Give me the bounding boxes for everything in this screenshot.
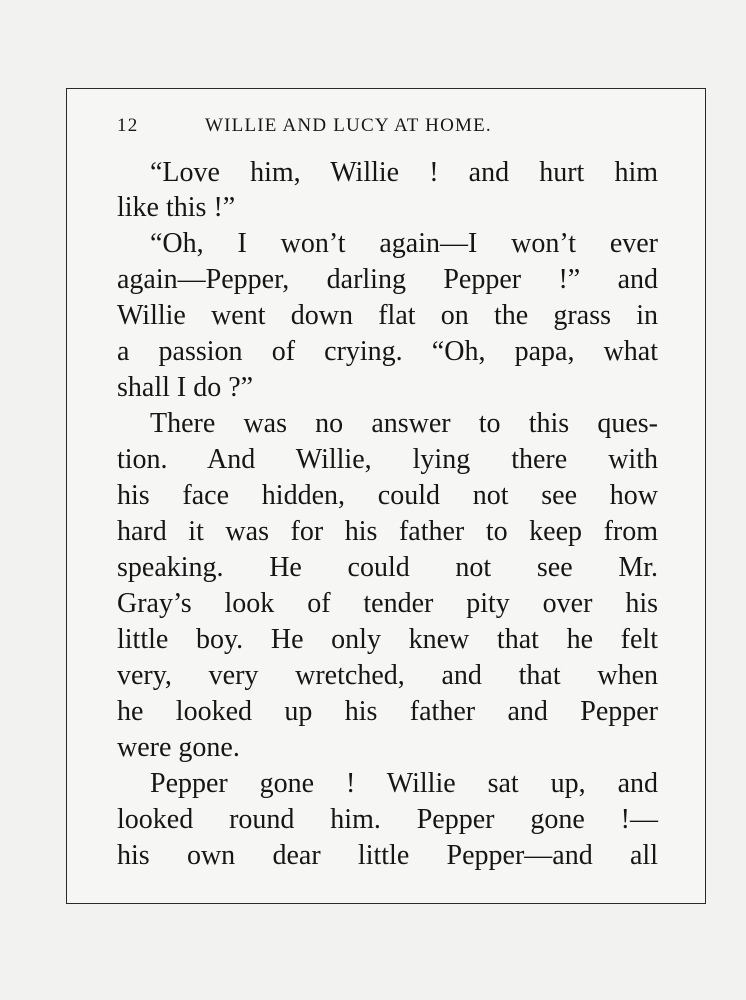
text-line: “Oh, I won’t again—I won’t ever [150,228,658,259]
text-line: speaking. He could not see Mr. [117,552,658,583]
text-line: tion. And Willie, lying there with [117,444,658,475]
text-line: were gone. [117,732,240,763]
running-head [117,113,577,139]
text-line: like this !” [117,192,236,223]
book-title: WILLIE AND LUCY AT HOME. [205,115,492,136]
text-line: There was no answer to this ques- [150,408,658,439]
text-line: very, very wretched, and that when [117,660,658,691]
text-line: Willie went down flat on the grass in [117,300,658,331]
text-line: his own dear little Pepper—and all [117,840,658,871]
text-line: shall I do ?” [117,372,254,403]
text-line: he looked up his father and Pepper [117,696,658,727]
text-line: a passion of crying. “Oh, papa, what [117,336,658,367]
text-line: Gray’s look of tender pity over his [117,588,658,619]
text-line: again—Pepper, darling Pepper !” and [117,264,658,295]
text-line: Pepper gone ! Willie sat up, and [150,768,658,799]
page-number: 12 [117,115,139,136]
text-line: “Love him, Willie ! and hurt him [150,157,658,188]
text-line: his face hidden, could not see how [117,480,658,511]
text-line: little boy. He only knew that he felt [117,624,658,655]
text-line: looked round him. Pepper gone !— [117,804,658,835]
text-line: hard it was for his father to keep from [117,516,658,547]
